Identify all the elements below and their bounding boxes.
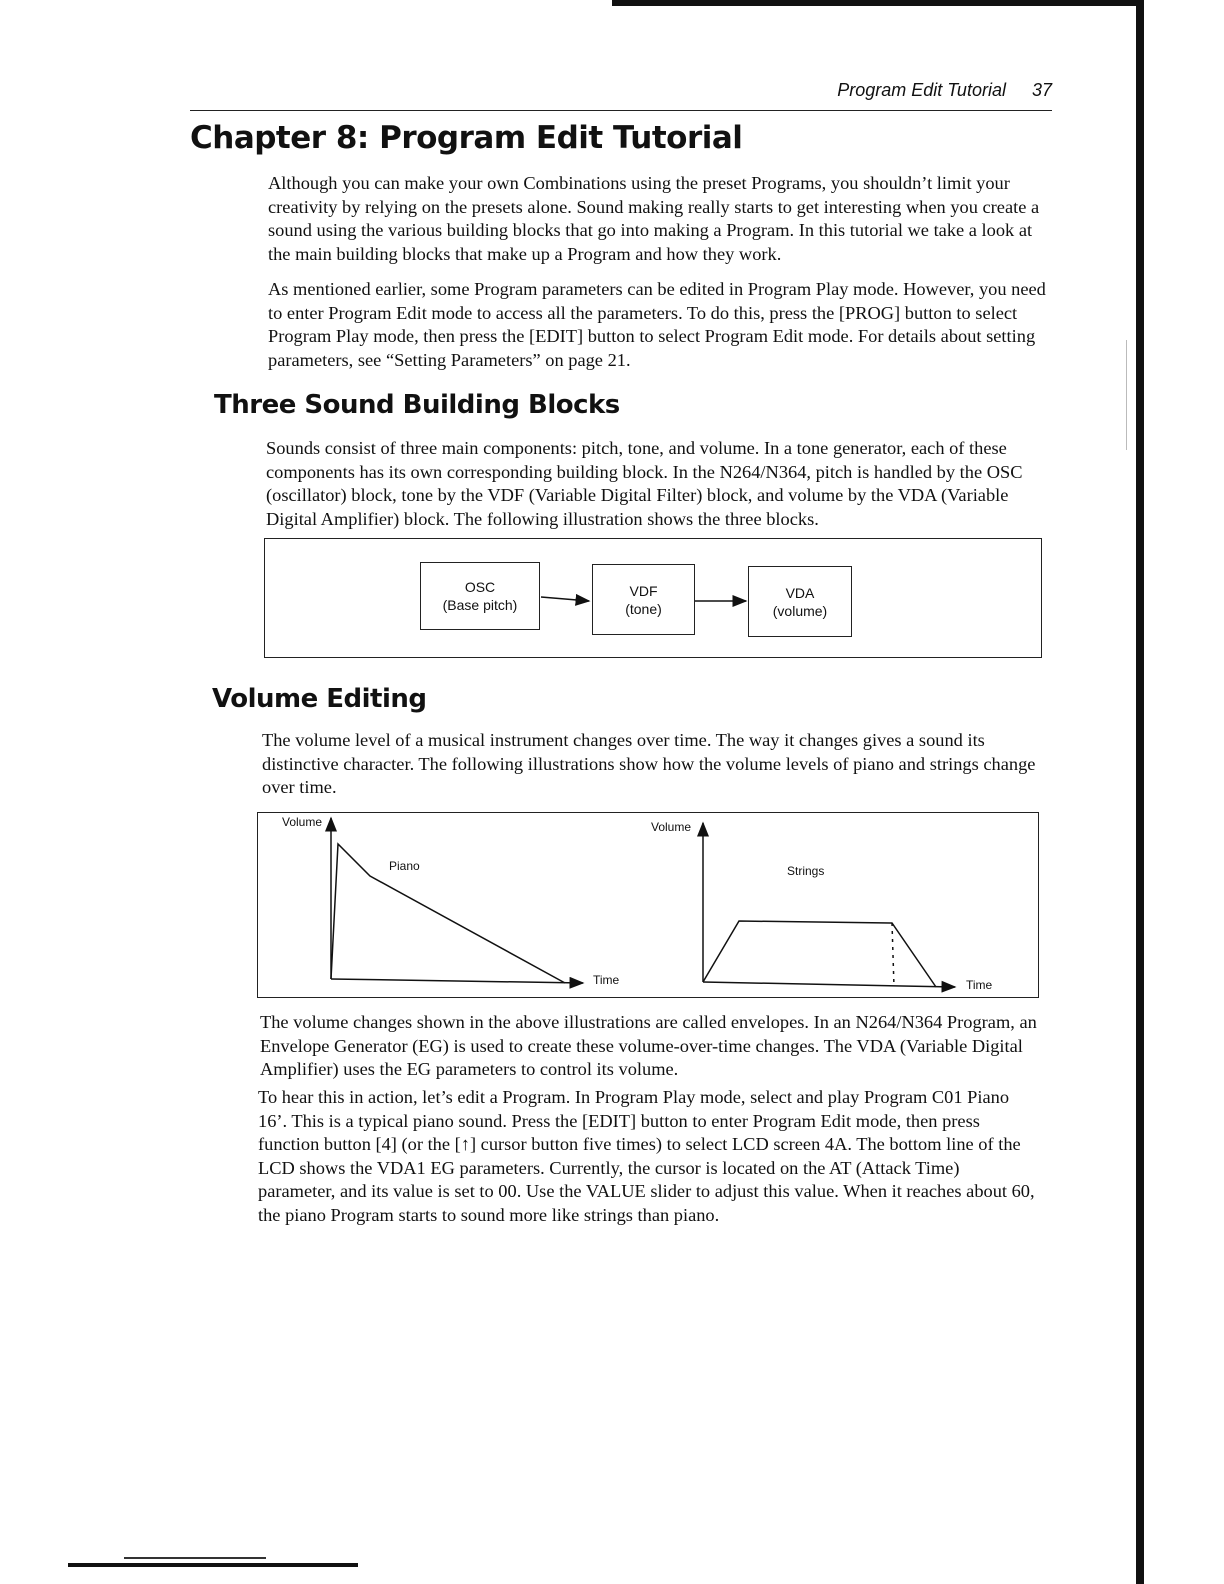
vda-block-sub: (volume) — [772, 602, 828, 619]
envelope-illustration — [257, 812, 1039, 998]
strings-x-label: Time — [966, 978, 993, 992]
strings-curve-label: Strings — [787, 864, 825, 878]
page-number: 37 — [1031, 80, 1052, 100]
running-header — [190, 80, 1052, 111]
intro-paragraph-2: As mentioned earlier, some Program parameters can be edited in Program Play mode. However, you need to enter Program Edit mode to access all the parameters. To do this, press the [PROG] button to select Program Play mode, then press the [EDIT] button to select Program Edit mode. For details about setting parameters, see “Setting Parameters” on page 21. — [268, 279, 1046, 370]
envelope-graphs — [258, 813, 1038, 997]
vdf-block-name: VDF — [629, 582, 658, 599]
intro-paragraph-1: Although you can make your own Combinations using the preset Programs, you shouldn’t limit your creativity by relying on the presets alone. Sound making really starts to get interesting when you create a sound using the various building blocks that go into making a Program. In this tutorial we take a look at the main building blocks that make up a Program and how they work. — [268, 173, 1040, 264]
osc-block-name: OSC — [464, 579, 496, 595]
strings-release-marker — [892, 923, 894, 987]
piano-curve-label: Piano — [389, 859, 420, 873]
strings-envelope-curve — [703, 921, 936, 987]
strings-envelope-graph — [651, 820, 993, 992]
scan-edge-bottom-thin — [124, 1557, 266, 1559]
piano-envelope-graph — [282, 815, 620, 987]
osc-block-sub: (Base pitch) — [442, 597, 518, 613]
envelope-paragraph: The volume changes shown in the above illustrations are called envelopes. In an N264/N364 Program, an Envelope Generator (EG) is used to create these volume-over-time changes. The VDA (Variable Digital Amplifier) uses the EG parameters to control its volume. — [260, 1012, 1037, 1079]
strings-y-label: Volume — [651, 820, 692, 834]
piano-y-label: Volume — [282, 815, 323, 829]
piano-envelope-curve — [331, 844, 565, 983]
header-title: Program Edit Tutorial — [837, 80, 1006, 100]
vdf-block-sub: (tone) — [625, 600, 662, 617]
vdf-block — [592, 564, 695, 635]
scan-edge-right — [1136, 0, 1144, 1584]
vda-block — [748, 566, 852, 637]
volume-editing-paragraph: The volume level of a musical instrument changes over time. The way it changes gives a sound its distinctive character. The following illustrations show how the volume levels of piano and strings change over time. — [262, 730, 1036, 797]
piano-x-axis — [331, 979, 583, 983]
osc-block — [420, 562, 540, 630]
chapter-title: Chapter 8: Program Edit Tutorial — [190, 120, 743, 156]
section-title-building-blocks: Three Sound Building Blocks — [214, 390, 620, 420]
scan-edge-bottom — [68, 1563, 358, 1567]
vda-block-name: VDA — [785, 584, 815, 601]
edit-program-paragraph: To hear this in action, let’s edit a Program. In Program Play mode, select and play Program C01 Piano 16’. This is a typical piano sound. Press the [EDIT] button to enter Program Edit mode, then press function button [4] (or the [↑] cursor button five times) to select LCD screen 4A. The bottom line of the LCD shows the VDA1 EG parameters. Currently, the cursor is located on the AT (Attack Time) parameter, and its value is set to 00. Use the VALUE slider to adjust this value. When it reaches about 60, the piano Program starts to sound more like strings than piano. — [258, 1087, 1035, 1225]
block-diagram — [264, 538, 1042, 658]
scan-edge-top — [612, 0, 1144, 6]
scan-mark — [1126, 340, 1127, 450]
strings-x-axis — [703, 982, 955, 987]
arrow-osc-to-vdf — [541, 597, 589, 601]
building-blocks-paragraph: Sounds consist of three main components: pitch, tone, and volume. In a tone generator, each of these components has its own corresponding building block. In the N264/N364, pitch is handled by the OSC (oscillator) block, tone by the VDF (Variable Digital Filter) block, and volume by the VDA (Variable Digital Amplifier) block. The following illustration shows the three blocks. — [266, 438, 1023, 529]
piano-x-label: Time — [593, 973, 620, 987]
section-title-volume-editing: Volume Editing — [212, 684, 427, 714]
